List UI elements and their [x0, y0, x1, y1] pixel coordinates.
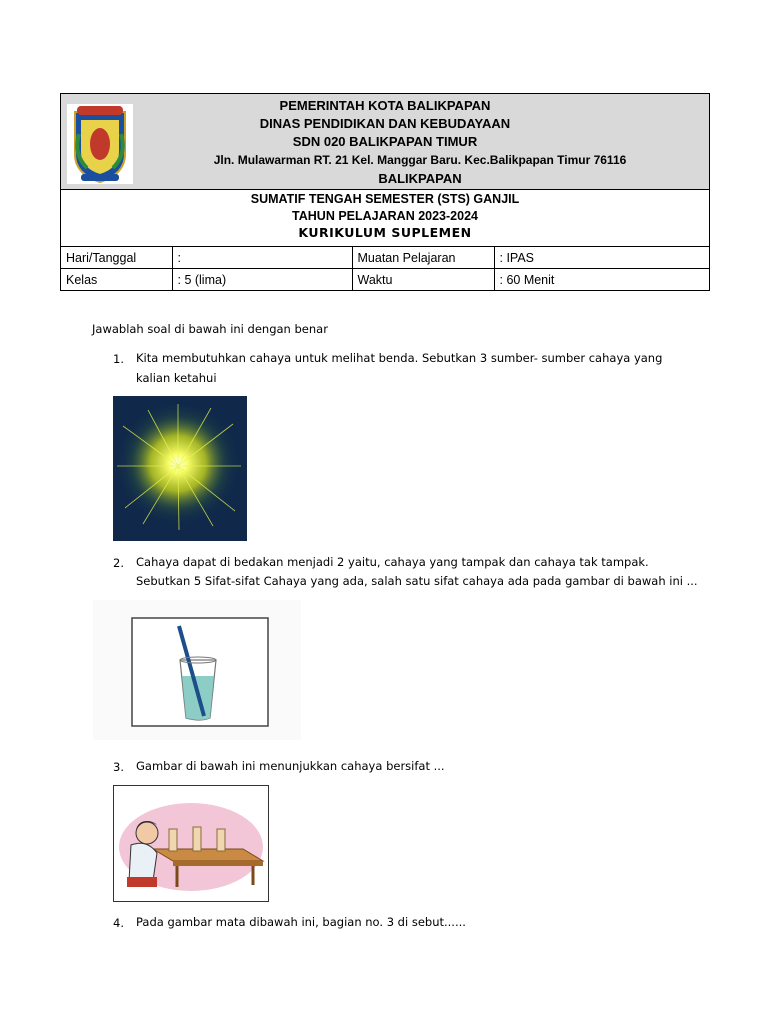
question-2-number: 2.: [113, 556, 124, 570]
question-1-line-2: kalian ketahui: [136, 371, 217, 385]
pencil-in-water-glass-image: [93, 600, 301, 740]
question-1-line-1: Kita membutuhkan cahaya untuk melihat benda. Sebutkan 3 sumber- sumber cahaya yang: [136, 351, 663, 365]
header-line-1: PEMERINTAH KOTA BALIKPAPAN: [279, 98, 491, 113]
exam-title: SUMATIF TENGAH SEMESTER (STS) GANJIL: [250, 192, 520, 206]
question-2-line-2: Sebutkan 5 Sifat-sifat Cahaya yang ada, salah satu sifat cahaya ada pada gambar di bawah ini ...: [136, 574, 698, 588]
value-subject: : IPAS: [494, 247, 709, 269]
label-subject: Muatan Pelajaran: [352, 247, 494, 269]
light-burst-image: [113, 396, 247, 541]
question-3-line-1: Gambar di bawah ini menunjukkan cahaya bersifat ...: [136, 759, 445, 773]
letterhead-top: [61, 94, 709, 190]
header-line-2: DINAS PENDIDIKAN DAN KEBUDAYAAN: [259, 116, 511, 131]
question-2-line-1: Cahaya dapat di bedakan menjadi 2 yaitu, cahaya yang tampak dan cahaya tak tampak.: [136, 555, 649, 569]
question-4-number: 4.: [113, 916, 124, 930]
value-day-date: :: [172, 247, 352, 269]
exam-title-block: [61, 190, 709, 247]
table-row: [61, 247, 709, 269]
letterhead: [60, 93, 710, 291]
label-time: Waktu: [352, 269, 494, 291]
info-table: [61, 247, 709, 290]
value-time: : 60 Menit: [494, 269, 709, 291]
label-day-date: Hari/Tanggal: [61, 247, 172, 269]
light-through-holes-experiment-image: [113, 785, 269, 902]
header-city: BALIKPAPAN: [378, 171, 462, 186]
question-4-line-1: Pada gambar mata dibawah ini, bagian no. 3 di sebut......: [136, 915, 466, 929]
value-class: : 5 (lima): [172, 269, 352, 291]
label-class: Kelas: [61, 269, 172, 291]
question-1-number: 1.: [113, 352, 124, 366]
instruction: Jawablah soal di bawah ini dengan benar: [92, 322, 328, 336]
header-address: Jln. Mulawarman RT. 21 Kel. Manggar Baru. Kec.Balikpapan Timur 76116: [213, 153, 627, 167]
question-3-number: 3.: [113, 760, 124, 774]
table-row: [61, 269, 709, 291]
exam-curriculum: KURIKULUM SUPLEMEN: [298, 225, 472, 240]
exam-year: TAHUN PELAJARAN 2023-2024: [292, 209, 478, 223]
header-line-3: SDN 020 BALIKPAPAN TIMUR: [292, 134, 478, 149]
